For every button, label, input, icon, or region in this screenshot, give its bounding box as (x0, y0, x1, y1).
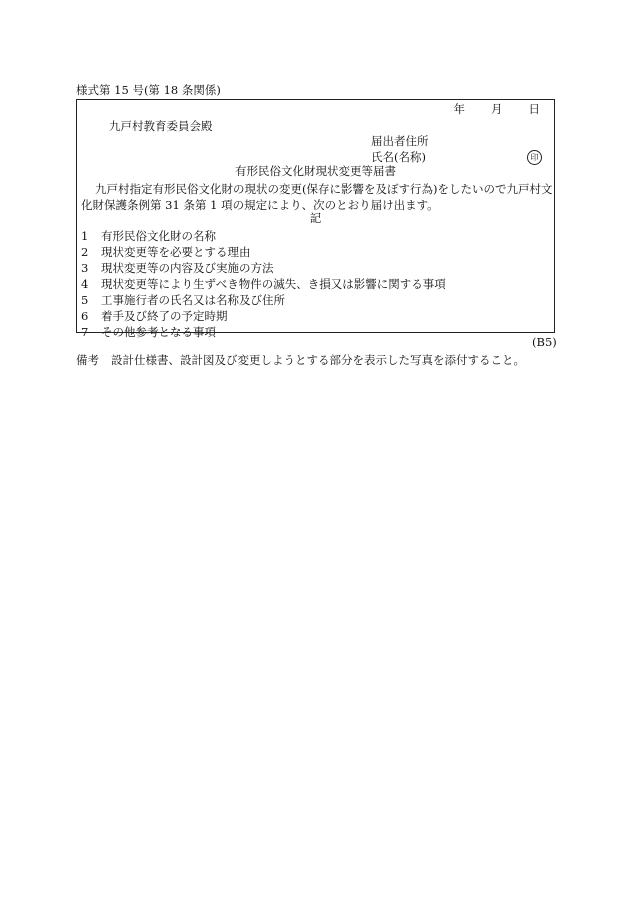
item-text: 現状変更等の内容及び実施の方法 (101, 261, 274, 275)
form-box (76, 99, 555, 339)
applicant-name-label: 氏名(名称) (371, 150, 426, 164)
item-text: 現状変更等により生ずべき物件の滅失、き損又は影響に関する事項 (101, 277, 446, 291)
list-item (81, 308, 446, 324)
document-title: 有形民俗文化財現状変更等届書 (235, 164, 396, 178)
list-item (81, 324, 446, 340)
item-number: 5 (81, 293, 89, 307)
date-day-label: 日 (528, 102, 540, 116)
seal-icon: 印 (527, 150, 542, 165)
paper-size-label: (B5) (532, 335, 557, 349)
body-text: 九戸村指定有形民俗文化財の現状の変更(保存に影響を及ぼす行為)をしたいので九戸村文化財保護条例第 31 条第 1 項の規定により、次のとおり届け出ます。 (81, 182, 553, 212)
form-number: 様式第 15 号(第 18 条関係) (76, 83, 221, 97)
applicant-address-label: 届出者住所 (371, 134, 429, 148)
remarks-label: 備考 (76, 353, 99, 367)
item-text: 工事施行者の氏名又は名称及び住所 (101, 293, 285, 307)
item-number: 2 (81, 245, 89, 259)
item-text: その他参考となる事項 (101, 325, 216, 339)
item-number: 3 (81, 261, 89, 275)
list-item (81, 260, 446, 276)
item-number: 4 (81, 277, 89, 291)
item-text: 現状変更等を必要とする理由 (101, 245, 251, 259)
list-item (81, 228, 446, 244)
date-year-label: 年 (453, 102, 465, 116)
item-number: 6 (81, 309, 89, 323)
date-line (454, 104, 541, 116)
list-item (81, 276, 446, 292)
ki-heading: 記 (309, 211, 322, 225)
list-item (81, 244, 446, 260)
item-text: 有形民俗文化財の名称 (101, 229, 216, 243)
remarks-text: 設計仕様書、設計図及び変更しようとする部分を表示した写真を添付すること。 (111, 353, 525, 367)
item-number: 7 (81, 325, 89, 339)
addressee: 九戸村教育委員会殿 (109, 119, 213, 133)
list-item (81, 292, 446, 308)
item-list (81, 228, 446, 340)
remarks (76, 355, 525, 367)
item-number: 1 (81, 229, 89, 243)
item-text: 着手及び終了の予定時期 (101, 309, 228, 323)
date-month-label: 月 (491, 102, 503, 116)
